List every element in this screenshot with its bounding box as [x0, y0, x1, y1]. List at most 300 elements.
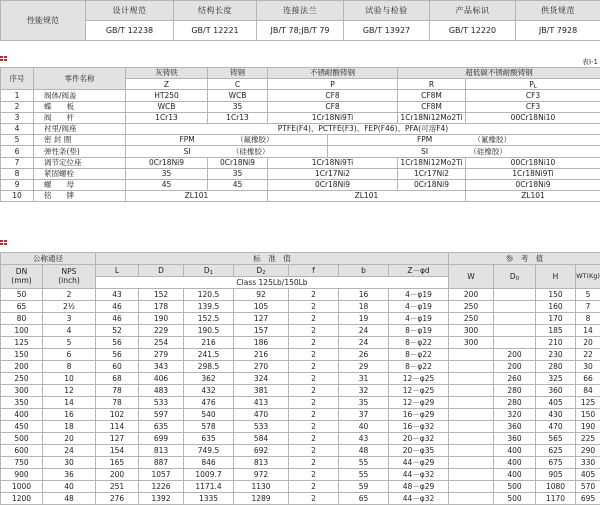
- table-cell: [449, 493, 494, 505]
- table-cell: 405: [536, 397, 576, 409]
- table-cell: [449, 409, 494, 421]
- col-dn: DN (mm): [1, 265, 43, 289]
- table-cell: 1171.4: [184, 481, 234, 493]
- table-cell: 20－φ32: [389, 433, 449, 445]
- table-cell: 298.5: [184, 361, 234, 373]
- table-cell: 154: [96, 445, 139, 457]
- table-cell: 2: [289, 409, 339, 421]
- table-cell: 1009.7: [184, 469, 234, 481]
- table-cell: 18: [339, 301, 389, 313]
- table-cell: 362: [184, 373, 234, 385]
- standards-header-row: [1, 1, 600, 21]
- table-cell: 16－φ29: [389, 409, 449, 421]
- col-d0: $D_0$: [494, 265, 536, 289]
- standards-value-cell: JB/T 7928: [516, 21, 600, 41]
- table-cell: 887: [139, 457, 184, 469]
- table-cell: 2: [289, 325, 339, 337]
- table-cell: 12: [43, 385, 96, 397]
- table-cell: [449, 445, 494, 457]
- table-cell: 84: [576, 385, 600, 397]
- table-cell: 251: [96, 481, 139, 493]
- table-cell: 186: [234, 337, 289, 349]
- table-cell: 230: [536, 349, 576, 361]
- col-d: D: [139, 265, 184, 277]
- table-cell: 2: [289, 397, 339, 409]
- row-number: 7: [1, 157, 34, 168]
- row-number: 10: [1, 191, 34, 202]
- row-number: 3: [1, 112, 34, 123]
- table-cell: 185: [536, 325, 576, 337]
- table-row: [1, 337, 600, 349]
- table-cell: 35: [339, 397, 389, 409]
- table-cell: 7: [576, 301, 600, 313]
- table-cell: 92: [234, 289, 289, 301]
- table-cell: [494, 337, 536, 349]
- table-cell: 276: [96, 493, 139, 505]
- table-cell: 300: [449, 337, 494, 349]
- table-cell: 597: [139, 409, 184, 421]
- dimensions-body: [1, 289, 600, 505]
- table-cell: 400: [494, 445, 536, 457]
- table-cell: 1392: [139, 493, 184, 505]
- part-name: 铭 牌: [34, 191, 126, 202]
- standards-value-cell: GB/T 12221: [174, 21, 257, 41]
- table-cell: 165: [96, 457, 139, 469]
- table-cell: 150: [576, 409, 600, 421]
- table-cell: 635: [184, 433, 234, 445]
- table-cell: 55: [339, 469, 389, 481]
- materials-body: [1, 90, 600, 202]
- table-row: [1, 481, 600, 493]
- material-cell: 1Cr17Ni2: [398, 168, 466, 179]
- material-cell: WCB: [126, 101, 208, 112]
- table-cell: 48: [43, 493, 96, 505]
- table-cell: 8－φ22: [389, 361, 449, 373]
- part-name: 密 封 圈: [34, 135, 126, 146]
- table-cell: 157: [234, 325, 289, 337]
- material-cell: 1Cr18Ni12Mo2Ti: [398, 157, 466, 168]
- material-row: [1, 157, 600, 168]
- table-cell: 540: [184, 409, 234, 421]
- table-cell: 150: [536, 289, 576, 301]
- table-cell: 360: [494, 421, 536, 433]
- part-name: 紧固螺栓: [34, 168, 126, 179]
- material-cell: FPM （氟橡胶）: [328, 135, 600, 146]
- table-cell: 127: [96, 433, 139, 445]
- table-cell: 78: [96, 385, 139, 397]
- material-cell: 0Cr18Ni9: [126, 157, 208, 168]
- table-cell: 59: [339, 481, 389, 493]
- section-marker-icon: [0, 56, 8, 62]
- material-cell: CF8: [268, 101, 398, 112]
- table-cell: 225: [576, 433, 600, 445]
- table-cell: 2: [289, 493, 339, 505]
- group-gray-iron: 灰铸铁: [126, 68, 208, 79]
- material-row: [1, 146, 600, 157]
- table-row: [1, 433, 600, 445]
- table-cell: 160: [536, 301, 576, 313]
- table-cell: 1226: [139, 481, 184, 493]
- table-cell: 2: [289, 445, 339, 457]
- table-cell: 1335: [184, 493, 234, 505]
- material-cell: ZL101: [268, 191, 466, 202]
- table-cell: 8: [576, 313, 600, 325]
- material-cell: ZL101: [466, 191, 600, 202]
- table-cell: 44－φ29: [389, 457, 449, 469]
- material-cell: 35: [208, 168, 268, 179]
- material-cell: 0Cr18Ni9: [208, 157, 268, 168]
- table-cell: 290: [576, 445, 600, 457]
- table-cell: 1000: [1, 481, 43, 493]
- material-row: [1, 112, 600, 123]
- table-cell: 476: [184, 397, 234, 409]
- table-cell: 43: [339, 433, 389, 445]
- table-cell: 972: [234, 469, 289, 481]
- standards-header-cell: 连接法兰: [257, 1, 344, 21]
- material-cell: SI （硅橡胶）: [126, 146, 328, 157]
- table-row: [1, 325, 600, 337]
- material-cell: 1Cr18Ni9Ti: [268, 157, 398, 168]
- table-cell: 570: [576, 481, 600, 493]
- table-cell: 2: [289, 361, 339, 373]
- material-cell: PTFE(F4)、PCTFE(F3)、FEP(F46)、PFA(可溶F4): [126, 123, 600, 134]
- material-cell: 0Cr18Ni9: [268, 179, 398, 190]
- part-name: 衬里/阀座: [34, 123, 126, 134]
- standards-value-cell: GB/T 13927: [344, 21, 430, 41]
- table-cell: 18: [43, 421, 96, 433]
- table-cell: 114: [96, 421, 139, 433]
- table-cell: 750: [1, 457, 43, 469]
- standards-header-cell: 结构长度: [174, 1, 257, 21]
- table-cell: 350: [1, 397, 43, 409]
- standards-value-row: [1, 21, 600, 41]
- table-cell: 400: [1, 409, 43, 421]
- table-cell: 300: [449, 325, 494, 337]
- table-cell: 40: [339, 421, 389, 433]
- table-row: [1, 349, 600, 361]
- group-nominal: 公称通径: [1, 253, 96, 265]
- material-cell: 0Cr18Ni9: [398, 179, 466, 190]
- part-name: 阀体/阀盖: [34, 90, 126, 101]
- table-cell: 152: [139, 289, 184, 301]
- table-cell: 26: [339, 349, 389, 361]
- material-cell: SI （硅橡胶）: [328, 146, 600, 157]
- row-number: 6: [1, 146, 34, 157]
- table-cell: 2: [289, 301, 339, 313]
- table-cell: 900: [1, 469, 43, 481]
- table-cell: 270: [234, 361, 289, 373]
- table-row: [1, 445, 600, 457]
- table-cell: 100: [1, 325, 43, 337]
- code-cell: C: [208, 79, 268, 90]
- table-cell: 12－φ29: [389, 397, 449, 409]
- table-cell: 1289: [234, 493, 289, 505]
- table-row: [1, 493, 600, 505]
- table-cell: 600: [1, 445, 43, 457]
- table-cell: 635: [139, 421, 184, 433]
- table-cell: 2½: [43, 301, 96, 313]
- material-cell: CF3: [466, 90, 600, 101]
- col-nps: NPS (inch): [43, 265, 96, 289]
- table-cell: 330: [576, 457, 600, 469]
- table-cell: 406: [139, 373, 184, 385]
- table-cell: 1200: [1, 493, 43, 505]
- material-row: [1, 123, 600, 134]
- table-cell: 40: [43, 481, 96, 493]
- table-cell: 533: [139, 397, 184, 409]
- col-no-header: 序号: [1, 68, 34, 90]
- part-name: 阀 杆: [34, 112, 126, 123]
- table-cell: 280: [494, 385, 536, 397]
- table-cell: [449, 385, 494, 397]
- table-row: [1, 409, 600, 421]
- table-cell: 2: [289, 349, 339, 361]
- table-cell: 432: [184, 385, 234, 397]
- material-cell: CF8M: [398, 101, 466, 112]
- standards-header-cell: 产品标识: [430, 1, 516, 21]
- table-cell: 1130: [234, 481, 289, 493]
- table-cell: 170: [536, 313, 576, 325]
- col-z-d: Z－φd: [389, 265, 449, 277]
- table-cell: 533: [234, 421, 289, 433]
- table-cell: 250: [449, 313, 494, 325]
- table-cell: 48－φ29: [389, 481, 449, 493]
- table-cell: 16－φ32: [389, 421, 449, 433]
- table-cell: 127: [234, 313, 289, 325]
- material-cell: CF8M: [398, 90, 466, 101]
- col-l: L: [96, 265, 139, 277]
- table-cell: 280: [494, 397, 536, 409]
- table-cell: 190: [576, 421, 600, 433]
- table-cell: 254: [139, 337, 184, 349]
- table-cell: 2: [289, 457, 339, 469]
- table-cell: 300: [1, 385, 43, 397]
- table-cell: 216: [184, 337, 234, 349]
- table-cell: 4: [43, 325, 96, 337]
- material-row: [1, 168, 600, 179]
- table-cell: 2: [289, 337, 339, 349]
- table-cell: 37: [339, 409, 389, 421]
- table-cell: 381: [234, 385, 289, 397]
- table-cell: 279: [139, 349, 184, 361]
- table-cell: 32: [339, 385, 389, 397]
- table-cell: [449, 397, 494, 409]
- table-cell: [449, 421, 494, 433]
- material-cell: 35: [126, 168, 208, 179]
- table-cell: 1080: [536, 481, 576, 493]
- table-cell: 78: [96, 397, 139, 409]
- table-cell: 105: [234, 301, 289, 313]
- dimensions-table: [0, 252, 600, 505]
- material-cell: WCB: [208, 90, 268, 101]
- table-cell: 190: [139, 313, 184, 325]
- material-row: [1, 191, 600, 202]
- table-cell: 46: [96, 301, 139, 313]
- table-cell: 120.5: [184, 289, 234, 301]
- table-cell: 846: [184, 457, 234, 469]
- table-cell: 68: [96, 373, 139, 385]
- table-cell: [449, 361, 494, 373]
- code-cell: Z: [126, 79, 208, 90]
- table-cell: 44－φ32: [389, 469, 449, 481]
- table-cell: 200: [494, 361, 536, 373]
- table-cell: 905: [536, 469, 576, 481]
- col-b: b: [339, 265, 389, 277]
- table-cell: 8－φ22: [389, 349, 449, 361]
- table-cell: 260: [494, 373, 536, 385]
- materials-header-row: [1, 68, 600, 79]
- group-cast-steel: 铸钢: [208, 68, 268, 79]
- table-cell: 200: [96, 469, 139, 481]
- material-cell: HT250: [126, 90, 208, 101]
- table-cell: 749.5: [184, 445, 234, 457]
- group-stainless: 不锈耐酸铸钢: [268, 68, 398, 79]
- table-cell: 578: [184, 421, 234, 433]
- table-cell: 36: [43, 469, 96, 481]
- row-number: 8: [1, 168, 34, 179]
- table-cell: 813: [234, 457, 289, 469]
- table-cell: 80: [1, 313, 43, 325]
- table-number: 表I-1: [581, 58, 598, 66]
- table-cell: 2: [43, 289, 96, 301]
- table-cell: 19: [339, 313, 389, 325]
- table-cell: 2: [289, 433, 339, 445]
- table-cell: 699: [139, 433, 184, 445]
- table-cell: 584: [234, 433, 289, 445]
- material-cell: 1Cr18Ni9Ti: [268, 112, 398, 123]
- table-cell: 48: [339, 445, 389, 457]
- table-cell: [449, 373, 494, 385]
- table-cell: 102: [96, 409, 139, 421]
- table-cell: 125: [1, 337, 43, 349]
- table-cell: [494, 289, 536, 301]
- table-cell: 360: [536, 385, 576, 397]
- table-cell: 10: [43, 373, 96, 385]
- standards-header-cell: 试验与检验: [344, 1, 430, 21]
- table-cell: 692: [234, 445, 289, 457]
- table-row: [1, 469, 600, 481]
- table-cell: 500: [494, 481, 536, 493]
- material-cell: 1Cr13: [208, 112, 268, 123]
- material-cell: 00Cr18Ni10: [466, 157, 600, 168]
- standards-header-cell: 设计规范: [86, 1, 174, 21]
- table-cell: 30: [43, 457, 96, 469]
- table-cell: 360: [494, 433, 536, 445]
- table-cell: 22: [576, 349, 600, 361]
- table-cell: 12－φ25: [389, 373, 449, 385]
- table-cell: 200: [449, 289, 494, 301]
- table-cell: 695: [576, 493, 600, 505]
- table-cell: 8: [43, 361, 96, 373]
- table-cell: 4－φ19: [389, 289, 449, 301]
- material-cell: FPM （氟橡胶）: [126, 135, 328, 146]
- material-row: [1, 135, 600, 146]
- group-standard: 标 准 值: [96, 253, 449, 265]
- table-cell: 4－φ19: [389, 301, 449, 313]
- table-cell: 4－φ19: [389, 313, 449, 325]
- table-cell: 46: [96, 313, 139, 325]
- group-reference: 参 考 值: [449, 253, 600, 265]
- table-cell: 43: [96, 289, 139, 301]
- table-cell: 405: [576, 469, 600, 481]
- material-cell: 1Cr18Ni12Mo2Ti: [398, 112, 466, 123]
- table-cell: 56: [96, 349, 139, 361]
- table-cell: 210: [536, 337, 576, 349]
- table-cell: 324: [234, 373, 289, 385]
- part-name: 弹性条(垫): [34, 146, 126, 157]
- table-cell: 125: [576, 397, 600, 409]
- table-row: [1, 361, 600, 373]
- table-cell: 16: [339, 289, 389, 301]
- table-cell: 190.5: [184, 325, 234, 337]
- table-cell: 813: [139, 445, 184, 457]
- col-d2: $D_2$: [234, 265, 289, 277]
- group-low-carbon-stainless: 超低碳不锈耐酸铸钢: [398, 68, 600, 79]
- table-row: [1, 421, 600, 433]
- table-cell: 450: [1, 421, 43, 433]
- table-cell: 343: [139, 361, 184, 373]
- table-cell: 30: [576, 361, 600, 373]
- col-wt: WT(Kg): [576, 265, 600, 289]
- table-row: [1, 457, 600, 469]
- dimensions-group-row: [1, 253, 600, 265]
- material-cell: 00Cr18Ni10: [466, 112, 600, 123]
- table-cell: [449, 457, 494, 469]
- material-cell: CF3: [466, 101, 600, 112]
- material-row: [1, 101, 600, 112]
- table-cell: 20: [43, 433, 96, 445]
- table-cell: 5: [576, 289, 600, 301]
- col-part-header: 零件名称: [34, 68, 126, 90]
- table-cell: 2: [289, 481, 339, 493]
- materials-table: [0, 67, 600, 202]
- table-cell: 2: [289, 313, 339, 325]
- part-name: 螺 母: [34, 179, 126, 190]
- material-cell: 0Cr18Ni9: [466, 179, 600, 190]
- table-cell: [449, 481, 494, 493]
- table-cell: 5: [43, 337, 96, 349]
- table-cell: 12－φ25: [389, 385, 449, 397]
- table-cell: 500: [1, 433, 43, 445]
- table-cell: 55: [339, 457, 389, 469]
- class-label: Class 125Lb/150Lb: [96, 277, 449, 289]
- table-cell: 483: [139, 385, 184, 397]
- table-cell: 200: [494, 349, 536, 361]
- table-cell: 200: [1, 361, 43, 373]
- table-cell: 6: [43, 349, 96, 361]
- table-cell: 229: [139, 325, 184, 337]
- table-cell: 2: [289, 385, 339, 397]
- table-row: [1, 385, 600, 397]
- table-cell: [494, 313, 536, 325]
- table-cell: 66: [576, 373, 600, 385]
- table-cell: 413: [234, 397, 289, 409]
- standards-value-cell: GB/T 12220: [430, 21, 516, 41]
- material-cell: 35: [208, 101, 268, 112]
- table-cell: 29: [339, 361, 389, 373]
- table-cell: 152.5: [184, 313, 234, 325]
- table-cell: [494, 301, 536, 313]
- table-cell: 20: [576, 337, 600, 349]
- table-cell: 470: [234, 409, 289, 421]
- row-number: 5: [1, 135, 34, 146]
- table-cell: 31: [339, 373, 389, 385]
- table-cell: 65: [339, 493, 389, 505]
- table-cell: 2: [289, 289, 339, 301]
- table-cell: 675: [536, 457, 576, 469]
- row-number: 4: [1, 123, 34, 134]
- col-h: H: [536, 265, 576, 289]
